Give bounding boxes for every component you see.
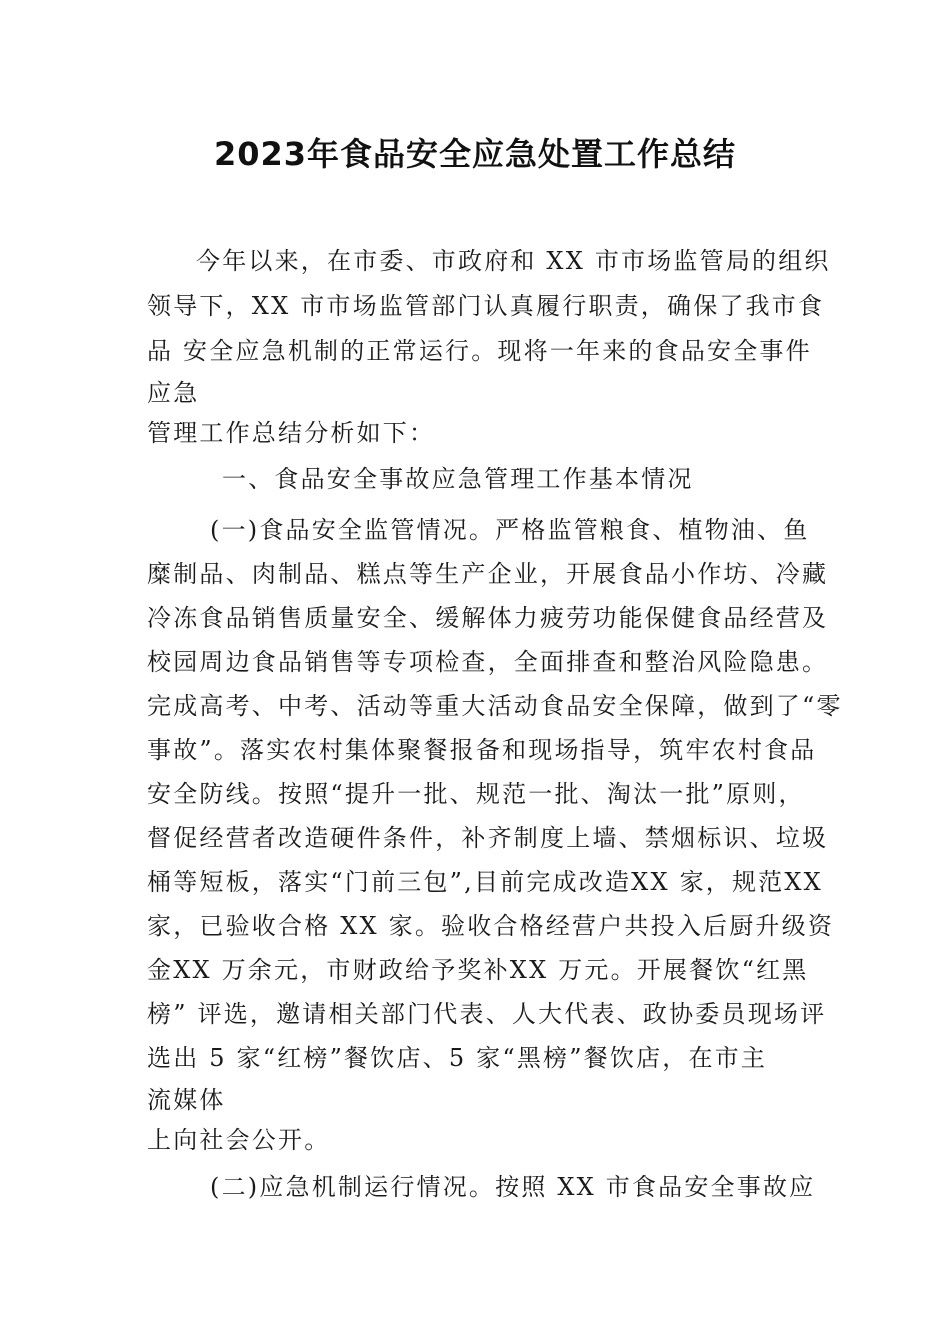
paragraph-line: 金XX 万余元，市财政给予奖补XX 万元。开展餐饮“红黑 xyxy=(147,956,809,984)
paragraph-line: 冷冻食品销售质量安全、缓解体力疲劳功能保健食品经营及 xyxy=(147,604,829,632)
paragraph-line: 流媒体 xyxy=(147,1086,226,1114)
section-heading: 一、食品安全事故应急管理工作基本情况 xyxy=(222,465,694,493)
paragraph-line: 家，已验收合格 XX 家。验收合格经营户共投入后厨升级资 xyxy=(147,912,835,940)
paragraph-line: 管理工作总结分析如下： xyxy=(147,419,436,447)
paragraph-line: 选出 5 家“红榜”餐饮店、5 家“黑榜”餐饮店，在市主 xyxy=(147,1044,768,1072)
paragraph-line: 今年以来，在市委、市政府和 XX 市市场监管局的组织 xyxy=(196,247,831,275)
paragraph-line: 应急 xyxy=(147,379,200,407)
paragraph-line: 完成高考、中考、活动等重大活动食品安全保障，做到了“零 xyxy=(147,692,843,720)
document-title: 2023年食品安全应急处置工作总结 xyxy=(213,135,737,173)
paragraph-line: (一)食品安全监管情况。严格监管粮食、植物油、鱼 xyxy=(210,516,810,544)
paragraph-line: 安全防线。按照“提升一批、规范一批、淘汰一批”原则， xyxy=(147,780,805,808)
paragraph-line: 上向社会公开。 xyxy=(147,1126,331,1154)
paragraph-line: 事故”。落实农村集体聚餐报备和现场指导，筑牢农村食品 xyxy=(147,736,817,764)
paragraph-line: (二)应急机制运行情况。按照 XX 市食品安全事故应 xyxy=(210,1173,816,1201)
paragraph-line: 榜” 评选，邀请相关部门代表、人大代表、政协委员现场评 xyxy=(147,1000,827,1028)
paragraph-line: 糜制品、肉制品、糕点等生产企业，开展食品小作坊、冷藏 xyxy=(147,560,829,588)
paragraph-line: 桶等短板，落实“门前三包”,目前完成改造XX 家，规范XX xyxy=(147,868,823,896)
paragraph-line: 领导下，XX 市市场监管部门认真履行职责，确保了我市食 xyxy=(147,292,825,320)
paragraph-line: 校园周边食品销售等专项检查，全面排查和整治风险隐患。 xyxy=(147,648,829,676)
paragraph-line: 督促经营者改造硬件条件，补齐制度上墙、禁烟标识、垃圾 xyxy=(147,824,829,852)
paragraph-line: 品 安全应急机制的正常运行。现将一年来的食品安全事件 xyxy=(147,337,812,365)
